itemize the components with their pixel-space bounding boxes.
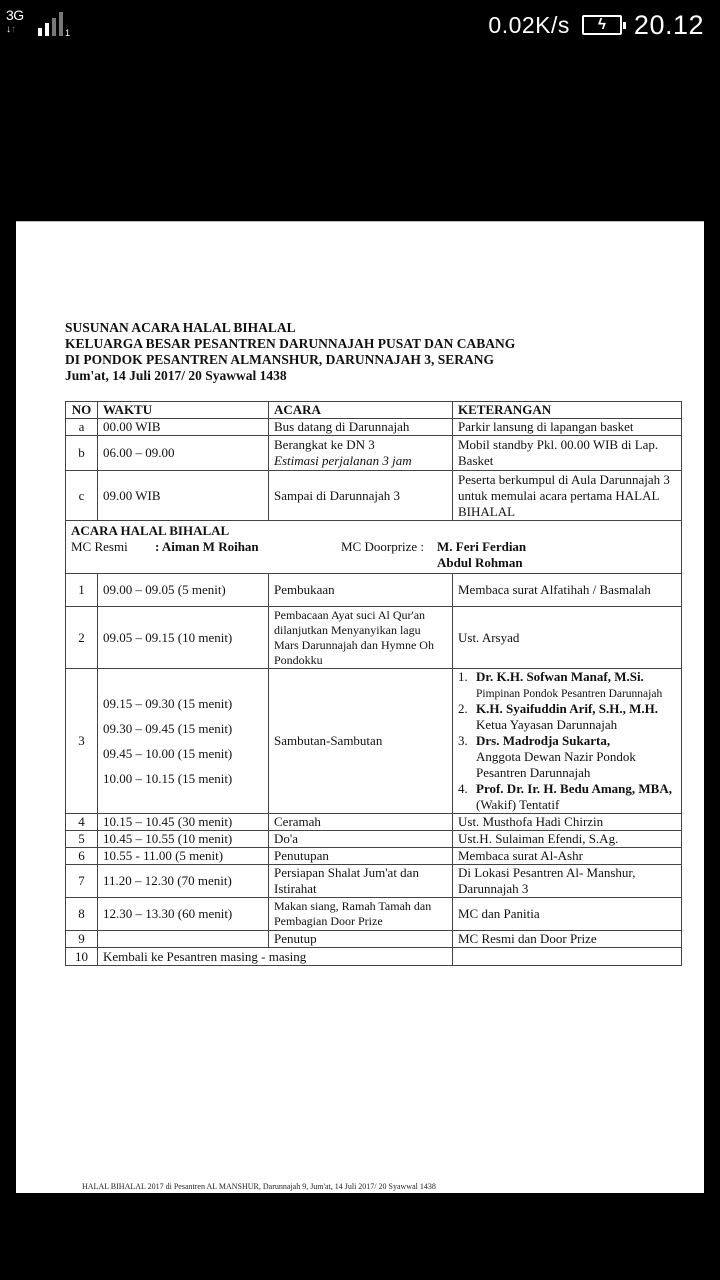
cell-no: 9	[66, 931, 98, 948]
network-type-icon	[6, 8, 28, 40]
table-row	[66, 898, 682, 931]
cell-acara: Persiapan Shalat Jum'at dan Istirahat	[269, 865, 453, 898]
speaker-item: 4. Prof. Dr. Ir. H. Bedu Amang, MBA, (Wakif) Tentatif	[458, 781, 672, 812]
cell-no: a	[66, 419, 98, 436]
cell-keterangan: Ust.H. Sulaiman Efendi, S.Ag.	[453, 831, 682, 848]
cell-merged-acara: Kembali ke Pesantren masing - masing	[98, 948, 453, 966]
speaker-name: Drs. Madrodja Sukarta,	[476, 733, 611, 748]
cell-acara: Ceramah	[269, 814, 453, 831]
speaker-name: Prof. Dr. Ir. H. Bedu Amang, MBA,	[476, 781, 672, 796]
speaker-name: Dr. K.H. Sofwan Manaf, M.Si.	[476, 669, 644, 684]
table-row	[66, 419, 682, 436]
document-title	[65, 320, 515, 384]
cell-no: 5	[66, 831, 98, 848]
speaker-role: Pimpinan Pondok Pesantren Darunnajah	[476, 688, 663, 700]
signal-strength-icon	[38, 12, 63, 36]
cell-waktu: 09.00 WIB	[98, 471, 269, 521]
network-type-label: 3G	[6, 7, 24, 23]
table-header-row	[66, 402, 682, 419]
cell-waktu	[98, 669, 269, 814]
waktu-slot: 10.00 – 10.15 (15 menit)	[103, 770, 233, 786]
speaker-item: 3. Drs. Madrodja Sukarta, Anggota Dewan Nazir Pondok Pesantren Darunnajah	[458, 733, 636, 780]
cell-keterangan: Di Lokasi Pesantren Al- Manshur, Darunnajah 3	[453, 865, 682, 898]
cell-waktu: 09.00 – 09.05 (5 menit)	[98, 574, 269, 607]
table-row	[66, 831, 682, 848]
cell-keterangan: Parkir lansung di lapangan basket	[453, 419, 682, 436]
table-row	[66, 814, 682, 831]
cell-no: 8	[66, 898, 98, 931]
document-page	[16, 221, 704, 1193]
cell-waktu	[98, 931, 269, 948]
cell-acara: Do'a	[269, 831, 453, 848]
battery-charging-icon: ϟ	[582, 15, 622, 35]
page-footer: HALAL BIHALAL 2017 di Pesantren AL MANSHUR, Darunnajah 9, Jum'at, 14 Juli 2017/ 20 Syawwal 1438	[82, 1182, 436, 1191]
table-row	[66, 471, 682, 521]
cell-keterangan: Membaca surat Al-Ashr	[453, 848, 682, 865]
waktu-slot: 09.15 – 09.30 (15 menit)	[103, 695, 233, 711]
cell-keterangan	[453, 669, 682, 814]
speaker-role: Anggota Dewan Nazir Pondok Pesantren Darunnajah	[476, 749, 636, 780]
cell-no: 1	[66, 574, 98, 607]
speaker-list	[458, 669, 676, 813]
clock: 20.12	[633, 9, 704, 40]
header-no: NO	[66, 402, 98, 419]
cell-no: 2	[66, 607, 98, 669]
header-keterangan: KETERANGAN	[453, 402, 682, 419]
cell-waktu: 10.45 – 10.55 (10 menit)	[98, 831, 269, 848]
section-title: ACARA HALAL BIHALAL	[71, 523, 230, 538]
data-speed: 0.02K/s	[488, 11, 570, 38]
title-line-3: DI PONDOK PESANTREN ALMANSHUR, DARUNNAJAH 3, SERANG	[65, 352, 495, 367]
cell-waktu: 12.30 – 13.30 (60 menit)	[98, 898, 269, 931]
cell-keterangan: Ust. Arsyad	[453, 607, 682, 669]
speaker-role: (Wakif) Tentatif	[476, 797, 560, 812]
acara-text: Berangkat ke DN 3	[274, 437, 375, 452]
cell-acara: Sampai di Darunnajah 3	[269, 471, 453, 521]
cell-no: 3	[66, 669, 98, 814]
cell-acara: Pembukaan	[269, 574, 453, 607]
table-row	[66, 607, 682, 669]
cell-no: 6	[66, 848, 98, 865]
cell-acara	[269, 436, 453, 471]
data-activity-icon: ↓↑	[6, 24, 16, 35]
section-header-row	[66, 521, 682, 574]
cell-no: 7	[66, 865, 98, 898]
table-row	[66, 948, 682, 966]
cell-acara: Penutupan	[269, 848, 453, 865]
cell-keterangan: Ust. Musthofa Hadi Chirzin	[453, 814, 682, 831]
mc-doorprize-value-1: M. Feri Ferdian	[437, 539, 527, 554]
waktu-slot: 09.45 – 10.00 (15 menit)	[103, 745, 233, 761]
cell-keterangan: Mobil standby Pkl. 00.00 WIB di Lap. Basket	[453, 436, 682, 471]
cell-acara: Makan siang, Ramah Tamah dan Pembagian Door Prize	[269, 898, 453, 931]
cell-waktu: 11.20 – 12.30 (70 menit)	[98, 865, 269, 898]
cell-waktu: 06.00 – 09.00	[98, 436, 269, 471]
cell-waktu: 10.55 - 11.00 (5 menit)	[98, 848, 269, 865]
cell-no: 10	[66, 948, 98, 966]
cell-keterangan: MC Resmi dan Door Prize	[453, 931, 682, 948]
table-row	[66, 865, 682, 898]
cell-keterangan: Peserta berkumpul di Aula Darunnajah 3 untuk memulai acara pertama HALAL BIHALAL	[453, 471, 682, 521]
cell-acara: Pembacaan Ayat suci Al Qur'an dilanjutkan Menyanyikan lagu Mars Darunnajah dan Hymne Oh Pondokku	[269, 607, 453, 669]
cell-acara: Bus datang di Darunnajah	[269, 419, 453, 436]
title-line-4-date: Jum'at, 14 Juli 2017/ 20 Syawwal 1438	[65, 368, 287, 383]
speaker-role: Ketua Yayasan Darunnajah	[476, 717, 618, 732]
table-row	[66, 931, 682, 948]
cell-acara: Penutup	[269, 931, 453, 948]
cell-waktu: 10.15 – 10.45 (30 menit)	[98, 814, 269, 831]
table-row	[66, 848, 682, 865]
title-line-1: SUSUNAN ACARA HALAL BIHALAL	[65, 320, 296, 335]
waktu-slot: 09.30 – 09.45 (15 menit)	[103, 720, 233, 736]
section-header-cell	[66, 521, 682, 574]
cell-keterangan	[453, 948, 682, 966]
header-acara: ACARA	[269, 402, 453, 419]
table-row	[66, 669, 682, 814]
acara-note: Estimasi perjalanan 3 jam	[274, 453, 412, 468]
cell-acara: Sambutan-Sambutan	[269, 669, 453, 814]
status-bar	[0, 0, 720, 50]
speaker-item: 2. K.H. Syaifuddin Arif, S.H., M.H. Ketua Yayasan Darunnajah	[458, 701, 659, 732]
cell-no: b	[66, 436, 98, 471]
mc-resmi-value: : Aiman M Roihan	[155, 539, 259, 554]
table-row	[66, 574, 682, 607]
cell-waktu: 00.00 WIB	[98, 419, 269, 436]
cell-waktu: 09.05 – 09.15 (10 menit)	[98, 607, 269, 669]
mc-doorprize-value-2: Abdul Rohman	[437, 555, 523, 570]
mc-doorprize-label: MC Doorprize :	[341, 539, 425, 554]
cell-keterangan: Membaca surat Alfatihah / Basmalah	[453, 574, 682, 607]
cell-keterangan: MC dan Panitia	[453, 898, 682, 931]
table-row	[66, 436, 682, 471]
sim-slot-label: 1	[65, 28, 71, 38]
cell-no: c	[66, 471, 98, 521]
mc-resmi-label: MC Resmi	[71, 539, 128, 554]
speaker-item: 1. Dr. K.H. Sofwan Manaf, M.Si. Pimpinan Pondok Pesantren Darunnajah	[458, 669, 663, 700]
title-line-2: KELUARGA BESAR PESANTREN DARUNNAJAH PUSAT DAN CABANG	[65, 336, 516, 351]
header-waktu: WAKTU	[98, 402, 269, 419]
schedule-table	[65, 401, 682, 966]
cell-no: 4	[66, 814, 98, 831]
speaker-name: K.H. Syaifuddin Arif, S.H., M.H.	[476, 701, 659, 716]
